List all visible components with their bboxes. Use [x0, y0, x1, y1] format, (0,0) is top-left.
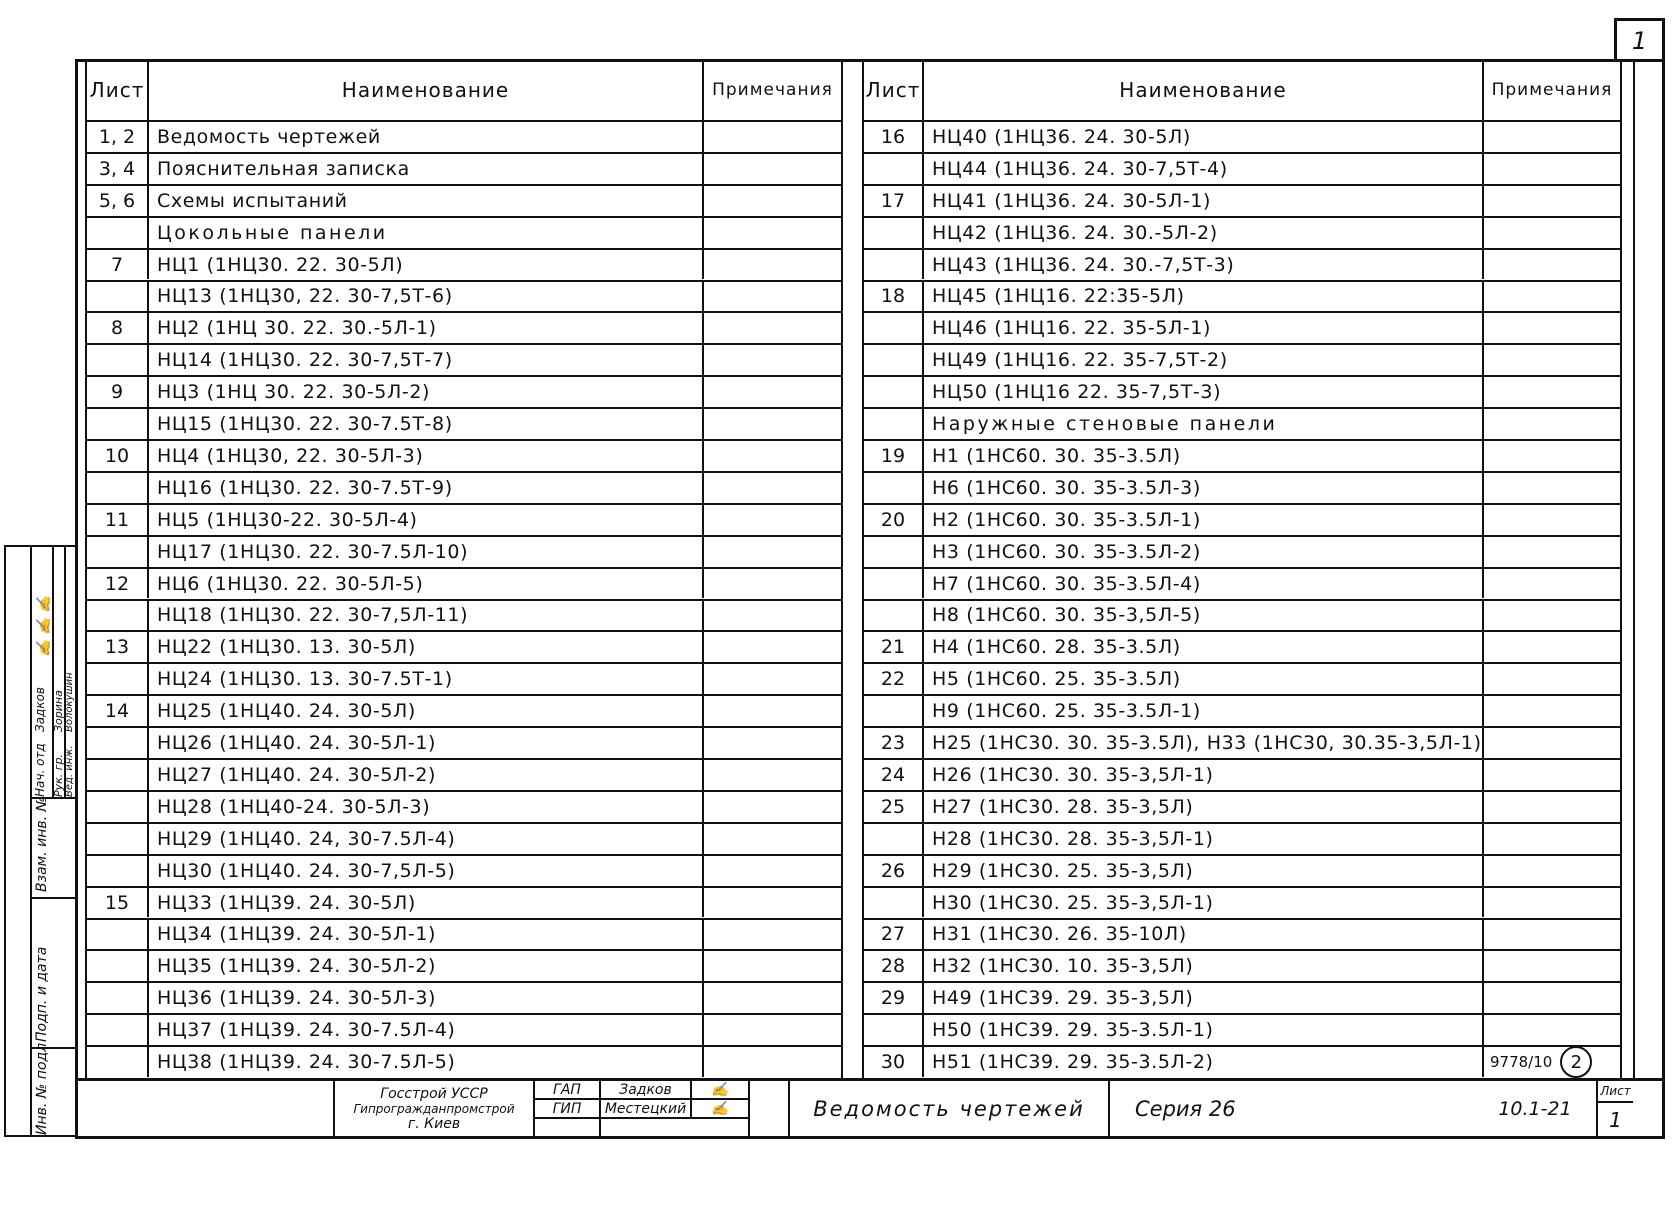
drawing-name-cell: НЦ3 (1НЦ 30. 22. 30-5Л-2) [149, 377, 704, 407]
drawing-name-cell: Н4 (1НС60. 28. 35-3.5Л) [924, 632, 1484, 662]
table-row [87, 311, 841, 343]
stamp-field-replace-inv: Взам. инв. № [34, 796, 50, 892]
org-line1: Госстрой УССР [380, 1085, 488, 1102]
role-empty [533, 1119, 599, 1137]
sheet-number-cell: 15 [87, 888, 149, 918]
drawing-name-cell: Н7 (1НС60. 30. 35-3.5Л-4) [924, 569, 1484, 599]
drawing-name-cell: НЦ24 (1НЦ30. 13. 30-7.5Т-1) [149, 664, 704, 694]
drawing-name-cell: Пояснительная записка [149, 154, 704, 184]
sheet-number-cell [87, 282, 149, 312]
sheet-number-cell: 11 [87, 505, 149, 535]
table-row [864, 184, 1620, 216]
drawing-name-cell: Н1 (1НС60. 30. 35-3.5Л) [924, 441, 1484, 471]
table-row [864, 120, 1620, 152]
notes-cell [1484, 154, 1620, 184]
title-block [75, 1078, 1665, 1137]
drawing-name-cell: Н2 (1НС60. 30. 35-3.5Л-1) [924, 505, 1484, 535]
drawing-name-cell: НЦ44 (1НЦ36. 24. 30-7,5Т-4) [924, 154, 1484, 184]
notes-cell [704, 856, 841, 886]
sheet-number-cell: 24 [864, 760, 924, 790]
frame-inner-rule [1633, 60, 1635, 1080]
table-row [864, 726, 1620, 758]
sheet-number-cell: 20 [864, 505, 924, 535]
table-row [864, 311, 1620, 343]
notes-cell [1484, 505, 1620, 535]
sheet-number-cell [87, 760, 149, 790]
notes-cell [704, 441, 841, 471]
sheet-number-cell [87, 1047, 149, 1077]
table-row [87, 790, 841, 822]
drawing-name-cell: Н50 (1НС39. 29. 35-3.5Л-1) [924, 1015, 1484, 1045]
table-row [864, 918, 1620, 950]
drawing-name-cell: НЦ27 (1НЦ40. 24. 30-5Л-2) [149, 760, 704, 790]
notes-cell [704, 537, 841, 567]
person-gap: Задков [599, 1081, 690, 1100]
table-row [87, 726, 841, 758]
table-row [864, 535, 1620, 567]
table-row [864, 1045, 1620, 1077]
sheet-number-cell [87, 1015, 149, 1045]
sheet-number-cell [864, 537, 924, 567]
drawing-name-cell: Н31 (1НС30. 26. 35-10Л) [924, 920, 1484, 950]
drawings-table-left [85, 60, 843, 1078]
notes-cell [704, 983, 841, 1013]
sheet-number-cell: 3, 4 [87, 154, 149, 184]
notes-cell [704, 505, 841, 535]
drawing-name-cell: НЦ38 (1НЦ39. 24. 30-7.5Л-5) [149, 1047, 704, 1077]
notes-cell [704, 792, 841, 822]
table-row [87, 407, 841, 439]
sheet-number-cell: 18 [864, 282, 924, 312]
sheet-number-cell [87, 409, 149, 439]
stamp-signatures: ✍ ✍ ✍ [36, 595, 52, 657]
drawing-name-cell: НЦ17 (1НЦ30. 22. 30-7.5Л-10) [149, 537, 704, 567]
table-row [87, 216, 841, 248]
stamp-field-signature-date: Подп. и дата [34, 946, 50, 1042]
notes-cell [704, 409, 841, 439]
sheet-number-cell [864, 473, 924, 503]
drawing-name-cell: НЦ28 (1НЦ40-24. 30-5Л-3) [149, 792, 704, 822]
sheet-number-cell [87, 951, 149, 981]
table-row [87, 120, 841, 152]
table-row [87, 375, 841, 407]
sheet-number-cell: 13 [87, 632, 149, 662]
notes-cell [704, 282, 841, 312]
sheet-number-cell [864, 377, 924, 407]
table-row [864, 854, 1620, 886]
drawing-name-cell: Н26 (1НС30. 30. 35-3,5Л-1) [924, 760, 1484, 790]
table-row [864, 886, 1620, 918]
sheet-corner-box [1614, 18, 1665, 61]
sheet-number-cell [864, 824, 924, 854]
sheet-number-cell [864, 601, 924, 631]
notes-cell [1484, 728, 1620, 758]
drawing-name-cell: НЦ29 (1НЦ40. 24, 30-7.5Л-4) [149, 824, 704, 854]
document-code: 10.1-21 [1498, 1098, 1572, 1120]
sheet-number-cell: 8 [87, 313, 149, 343]
sheet-number-cell [864, 313, 924, 343]
drawing-name-cell: Н28 (1НС30. 28. 35-3,5Л-1) [924, 824, 1484, 854]
table-row [87, 343, 841, 375]
table-row [87, 599, 841, 631]
notes-cell [704, 760, 841, 790]
notes-cell [704, 920, 841, 950]
drawing-name-cell: НЦ15 (1НЦ30. 22. 30-7.5Т-8) [149, 409, 704, 439]
sheet-number-cell [864, 1015, 924, 1045]
notes-cell [1484, 441, 1620, 471]
signature-1: ✍ [690, 1081, 748, 1100]
notes-cell [1484, 601, 1620, 631]
sheet-number-cell: 10 [87, 441, 149, 471]
table-row [864, 790, 1620, 822]
drawing-name-cell: НЦ2 (1НЦ 30. 22. 30.-5Л-1) [149, 313, 704, 343]
archive-number: 9778/10 [1490, 1053, 1553, 1072]
stamp-role-2: Рук. гр. [52, 753, 65, 797]
drawing-name-cell: НЦ50 (1НЦ16 22. 35-7,5Т-3) [924, 377, 1484, 407]
circled-number: 2 [1560, 1046, 1592, 1078]
drawing-name-cell: Н3 (1НС60. 30. 35-3.5Л-2) [924, 537, 1484, 567]
sheet-number-cell [87, 601, 149, 631]
notes-cell [1484, 313, 1620, 343]
stamp-divider [30, 897, 75, 899]
table-row [864, 407, 1620, 439]
table-row [864, 439, 1620, 471]
notes-cell [1484, 122, 1620, 152]
table-row [864, 599, 1620, 631]
table-row [87, 503, 841, 535]
sheet-number-cell: 7 [87, 250, 149, 280]
drawing-name-cell: НЦ42 (1НЦ36. 24. 30.-5Л-2) [924, 218, 1484, 248]
sheet-number-cell: 21 [864, 632, 924, 662]
sheet-number-cell: 29 [864, 983, 924, 1013]
notes-cell [1484, 856, 1620, 886]
header-notes: Примечания [1491, 80, 1613, 100]
table-row [87, 471, 841, 503]
drawing-name-cell: НЦ4 (1НЦ30, 22. 30-5Л-3) [149, 441, 704, 471]
table-row [87, 981, 841, 1013]
date-cell [748, 1081, 790, 1137]
drawing-name-cell: Н51 (1НС39. 29. 35-3.5Л-2) [924, 1047, 1484, 1077]
header-name: Наименование [924, 60, 1484, 120]
notes-cell [704, 345, 841, 375]
notes-cell [1484, 1015, 1620, 1045]
sheet-number-cell [864, 154, 924, 184]
drawing-name-cell: НЦ6 (1НЦ30. 22. 30-5Л-5) [149, 569, 704, 599]
notes-cell [704, 313, 841, 343]
drawing-title: Ведомость чертежей [790, 1081, 1110, 1137]
table-row [87, 630, 841, 662]
drawing-name-cell: Ведомость чертежей [149, 122, 704, 152]
sheet-number-cell: 25 [864, 792, 924, 822]
notes-cell [1484, 282, 1620, 312]
notes-cell [704, 1015, 841, 1045]
table-row [87, 1013, 841, 1045]
sheet-number-cell [87, 473, 149, 503]
drawing-name-cell: Н9 (1НС60. 25. 35-3.5Л-1) [924, 696, 1484, 726]
person-empty [599, 1119, 690, 1137]
notes-cell [1484, 983, 1620, 1013]
stamp-field-inv-original: Инв. № подл [34, 1042, 50, 1135]
stamp-name-1: Задков [33, 686, 47, 732]
table-row [87, 758, 841, 790]
table-row [864, 694, 1620, 726]
table-row [87, 918, 841, 950]
sheet-number-cell: 17 [864, 186, 924, 216]
notes-cell [704, 696, 841, 726]
sheet-number-cell [864, 696, 924, 726]
sheet-number-cell: 1, 2 [87, 122, 149, 152]
table-row [864, 471, 1620, 503]
sheet-number-cell: 26 [864, 856, 924, 886]
notes-cell [704, 951, 841, 981]
drawing-name-cell: НЦ14 (1НЦ30. 22. 30-7,5Т-7) [149, 345, 704, 375]
notes-cell [1484, 377, 1620, 407]
side-stamp [4, 545, 75, 1137]
table-row [87, 822, 841, 854]
drawing-name-cell: Н30 (1НС30. 25. 35-3,5Л-1) [924, 888, 1484, 918]
notes-cell [1484, 664, 1620, 694]
header-notes: Примечания [712, 80, 833, 100]
table-row [864, 216, 1620, 248]
sheet-number-cell [87, 856, 149, 886]
notes-cell [1484, 345, 1620, 375]
table-row [864, 343, 1620, 375]
sheet-number-cell: 19 [864, 441, 924, 471]
drawing-name-cell: НЦ1 (1НЦ30. 22. 30-5Л) [149, 250, 704, 280]
sheet-number-cell [87, 824, 149, 854]
drawing-name-cell: Н27 (1НС30. 28. 35-3,5Л) [924, 792, 1484, 822]
drawing-name-cell: НЦ16 (1НЦ30. 22. 30-7.5Т-9) [149, 473, 704, 503]
notes-cell [1484, 473, 1620, 503]
drawing-name-cell: НЦ5 (1НЦ30-22. 30-5Л-4) [149, 505, 704, 535]
drawing-name-cell: НЦ33 (1НЦ39. 24. 30-5Л) [149, 888, 704, 918]
table-row [87, 535, 841, 567]
notes-cell [704, 632, 841, 662]
drawing-name-cell: Схемы испытаний [149, 186, 704, 216]
table-row [87, 280, 841, 312]
sheet-number-cell [87, 792, 149, 822]
drawing-name-cell: Н8 (1НС60. 30. 35-3,5Л-5) [924, 601, 1484, 631]
sheet-number-cell [87, 728, 149, 758]
notes-cell [704, 377, 841, 407]
sheet-number-cell [87, 218, 149, 248]
drawing-name-cell: НЦ40 (1НЦ36. 24. 30-5Л) [924, 122, 1484, 152]
table-row [87, 886, 841, 918]
org-cell [333, 1081, 533, 1137]
table-row [87, 184, 841, 216]
notes-cell [1484, 696, 1620, 726]
stamp-name-3: Волокушин [64, 672, 75, 732]
sheet-number-cell [87, 664, 149, 694]
table-row [864, 949, 1620, 981]
section-heading: Цокольные панели [149, 218, 704, 248]
notes-cell [1484, 1047, 1620, 1077]
drawing-name-cell: Н5 (1НС60. 25. 35-3.5Л) [924, 664, 1484, 694]
notes-cell [704, 473, 841, 503]
notes-cell [704, 122, 841, 152]
series: Серия 26 [1135, 1097, 1236, 1121]
sheet-number-cell: 14 [87, 696, 149, 726]
drawing-name-cell: НЦ35 (1НЦ39. 24. 30-5Л-2) [149, 951, 704, 981]
sheet-number-cell: 23 [864, 728, 924, 758]
table-row [864, 280, 1620, 312]
notes-cell [704, 154, 841, 184]
table-row [87, 949, 841, 981]
table-row [864, 981, 1620, 1013]
table-row [864, 1013, 1620, 1045]
drawing-name-cell: Н49 (1НС39. 29. 35-3,5Л) [924, 983, 1484, 1013]
sheet-number-cell: 22 [864, 664, 924, 694]
drawing-name-cell: НЦ46 (1НЦ16. 22. 35-5Л-1) [924, 313, 1484, 343]
stamp-role-3: Вед. инж. [64, 745, 75, 797]
notes-cell [704, 569, 841, 599]
role-gap: ГАП [533, 1081, 599, 1100]
notes-cell [704, 824, 841, 854]
person-gip: Местецкий [599, 1100, 690, 1119]
sheet-number-cell [87, 537, 149, 567]
notes-cell [1484, 409, 1620, 439]
notes-cell [1484, 218, 1620, 248]
drawing-name-cell: НЦ36 (1НЦ39. 24. 30-5Л-3) [149, 983, 704, 1013]
drawing-name-cell: Н25 (1НС30. 30. 35-3.5Л), Н33 (1НС30, 30.35-3,5Л-1) [924, 728, 1484, 758]
sheet-number-cell: 5, 6 [87, 186, 149, 216]
table-row [864, 822, 1620, 854]
drawing-name-cell: НЦ45 (1НЦ16. 22:35-5Л) [924, 282, 1484, 312]
drawing-name-cell: Н6 (1НС60. 30. 35-3.5Л-3) [924, 473, 1484, 503]
drawing-name-cell: НЦ41 (1НЦ36. 24. 30-5Л-1) [924, 186, 1484, 216]
stamp-name-2: Зорина [52, 690, 65, 732]
sheet-number-cell: 12 [87, 569, 149, 599]
drawing-name-cell: НЦ34 (1НЦ39. 24. 30-5Л-1) [149, 920, 704, 950]
table-row [864, 630, 1620, 662]
sheet-number-cell [864, 888, 924, 918]
section-heading: Наружные стеновые панели [924, 409, 1484, 439]
notes-cell [1484, 824, 1620, 854]
notes-cell [1484, 250, 1620, 280]
sheet-number: 1 [1596, 1103, 1633, 1137]
sheet-number-cell [87, 920, 149, 950]
notes-cell [704, 888, 841, 918]
drawing-name-cell: НЦ18 (1НЦ30. 22. 30-7,5Л-11) [149, 601, 704, 631]
notes-cell [1484, 537, 1620, 567]
table-row [87, 567, 841, 599]
sheet-corner-number: 1 [1631, 27, 1648, 55]
notes-cell [1484, 632, 1620, 662]
table-row [864, 375, 1620, 407]
drawing-name-cell: НЦ22 (1НЦ30. 13. 30-5Л) [149, 632, 704, 662]
table-row [87, 248, 841, 280]
notes-cell [704, 250, 841, 280]
drawing-name-cell: НЦ13 (1НЦ30, 22. 30-7,5Т-6) [149, 282, 704, 312]
sheet-number-cell [864, 250, 924, 280]
notes-cell [704, 218, 841, 248]
drawing-name-cell: НЦ49 (1НЦ16. 22. 35-7,5Т-2) [924, 345, 1484, 375]
table-row [864, 758, 1620, 790]
notes-cell [704, 1047, 841, 1077]
notes-cell [1484, 951, 1620, 981]
table-row [87, 854, 841, 886]
sheet-number-cell [87, 983, 149, 1013]
header-sheet: Лист [87, 60, 149, 120]
table-row [87, 662, 841, 694]
org-line2: Гипрогражданпромстрой [353, 1101, 515, 1116]
signature-2: ✍ [690, 1100, 748, 1119]
drawing-name-cell: Н32 (1НС30. 10. 35-3,5Л) [924, 951, 1484, 981]
notes-cell [1484, 186, 1620, 216]
drawings-table-right [862, 60, 1622, 1078]
table-row [87, 694, 841, 726]
sheet-label: Лист [1596, 1081, 1633, 1103]
notes-cell [704, 601, 841, 631]
table-row [87, 439, 841, 471]
sheet-number-cell [87, 345, 149, 375]
stamp-role-1: Нач. отд [33, 743, 47, 797]
sheet-number-cell: 9 [87, 377, 149, 407]
table-row [864, 503, 1620, 535]
sheet-number-cell: 30 [864, 1047, 924, 1077]
notes-cell [1484, 569, 1620, 599]
sheet-number-cell: 16 [864, 122, 924, 152]
notes-cell [1484, 888, 1620, 918]
sheet-number-cell: 28 [864, 951, 924, 981]
drawing-name-cell: НЦ25 (1НЦ40. 24. 30-5Л) [149, 696, 704, 726]
sheet-number-cell [864, 345, 924, 375]
notes-cell [1484, 920, 1620, 950]
table-row [87, 1045, 841, 1077]
table-row [87, 152, 841, 184]
notes-cell [704, 728, 841, 758]
role-gip: ГИП [533, 1100, 599, 1119]
drawing-name-cell: НЦ43 (1НЦ36. 24. 30.-7,5Т-3) [924, 250, 1484, 280]
drawing-name-cell: НЦ30 (1НЦ40. 24. 30-7,5Л-5) [149, 856, 704, 886]
notes-cell [704, 186, 841, 216]
header-name: Наименование [149, 60, 704, 120]
sheet-number-cell [864, 409, 924, 439]
table-row [864, 152, 1620, 184]
org-line3: г. Киев [407, 1115, 461, 1132]
notes-cell [1484, 760, 1620, 790]
notes-cell [704, 664, 841, 694]
table-row [864, 248, 1620, 280]
drawing-name-cell: НЦ37 (1НЦ39. 24. 30-7.5Л-4) [149, 1015, 704, 1045]
drawing-name-cell: Н29 (1НС30. 25. 35-3,5Л) [924, 856, 1484, 886]
sheet-number-cell [864, 569, 924, 599]
sheet-number-cell [864, 218, 924, 248]
sheet-number-cell: 27 [864, 920, 924, 950]
notes-cell [1484, 792, 1620, 822]
drawing-name-cell: НЦ26 (1НЦ40. 24. 30-5Л-1) [149, 728, 704, 758]
table-row [864, 567, 1620, 599]
header-sheet: Лист [864, 60, 924, 120]
table-row [864, 662, 1620, 694]
